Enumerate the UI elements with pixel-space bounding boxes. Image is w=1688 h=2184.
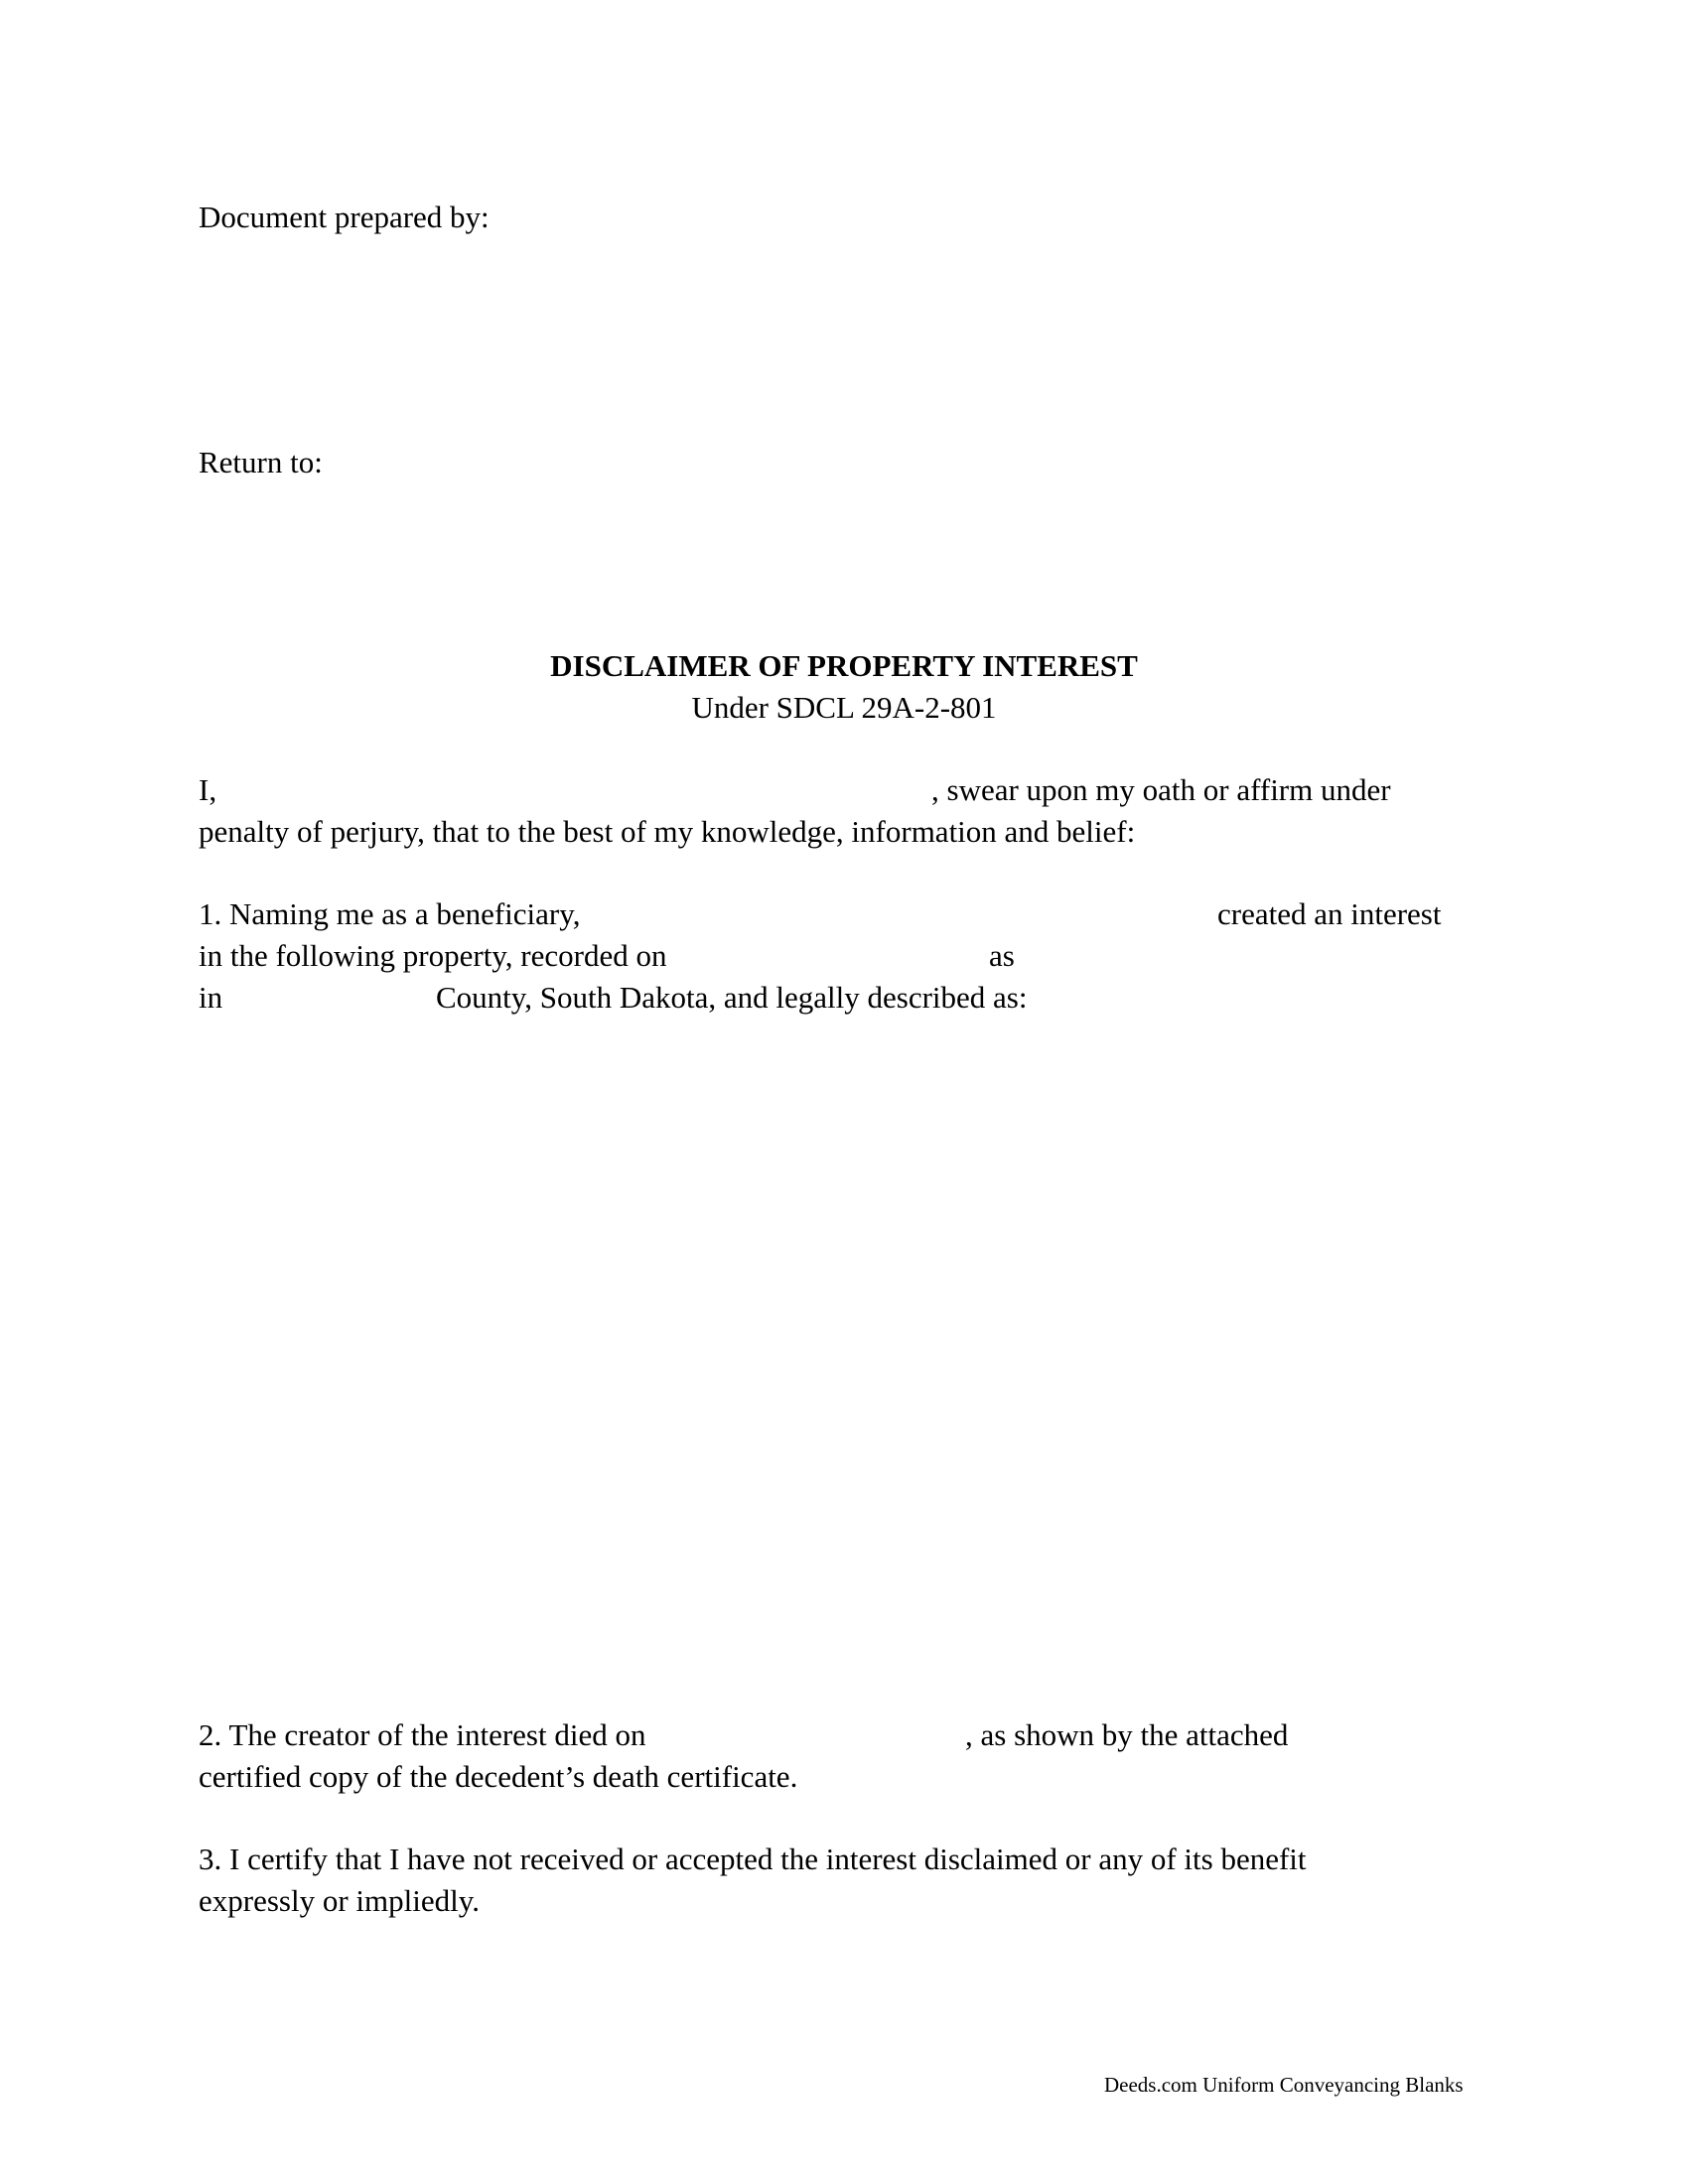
- oath-middle: , swear upon my oath or affirm under: [931, 772, 1391, 807]
- item1-as-text: as: [989, 938, 1015, 973]
- item1-created-interest-text: created an interest: [1217, 896, 1442, 931]
- oath-start: I,: [199, 772, 217, 807]
- item1-beneficiary-text: 1. Naming me as a beneficiary,: [199, 896, 581, 931]
- item1-recorded-on-text: in the following property, recorded on: [199, 938, 667, 973]
- item2-died-on-text: 2. The creator of the interest died on: [199, 1717, 646, 1752]
- return-to-label: Return to:: [199, 445, 323, 479]
- oath-line-2: penalty of perjury, that to the best of my knowledge, information and belief:: [199, 814, 1136, 849]
- document-title: DISCLAIMER OF PROPERTY INTEREST: [550, 648, 1138, 683]
- prepared-by-label: Document prepared by:: [199, 200, 490, 234]
- item3-line-2: expressly or impliedly.: [199, 1883, 480, 1918]
- item2-attached-text: , as shown by the attached: [965, 1717, 1289, 1752]
- footer-text: Deeds.com Uniform Conveyancing Blanks: [1104, 2073, 1464, 2097]
- item3-line-1: 3. I certify that I have not received or accepted the interest disclaimed or any of its benefit: [199, 1842, 1307, 1876]
- document-subtitle: Under SDCL 29A-2-801: [691, 690, 997, 725]
- item1-county-text: County, South Dakota, and legally described as:: [436, 980, 1028, 1015]
- item2-line-2: certified copy of the decedent’s death certificate.: [199, 1759, 798, 1794]
- item1-in-text: in: [199, 980, 223, 1015]
